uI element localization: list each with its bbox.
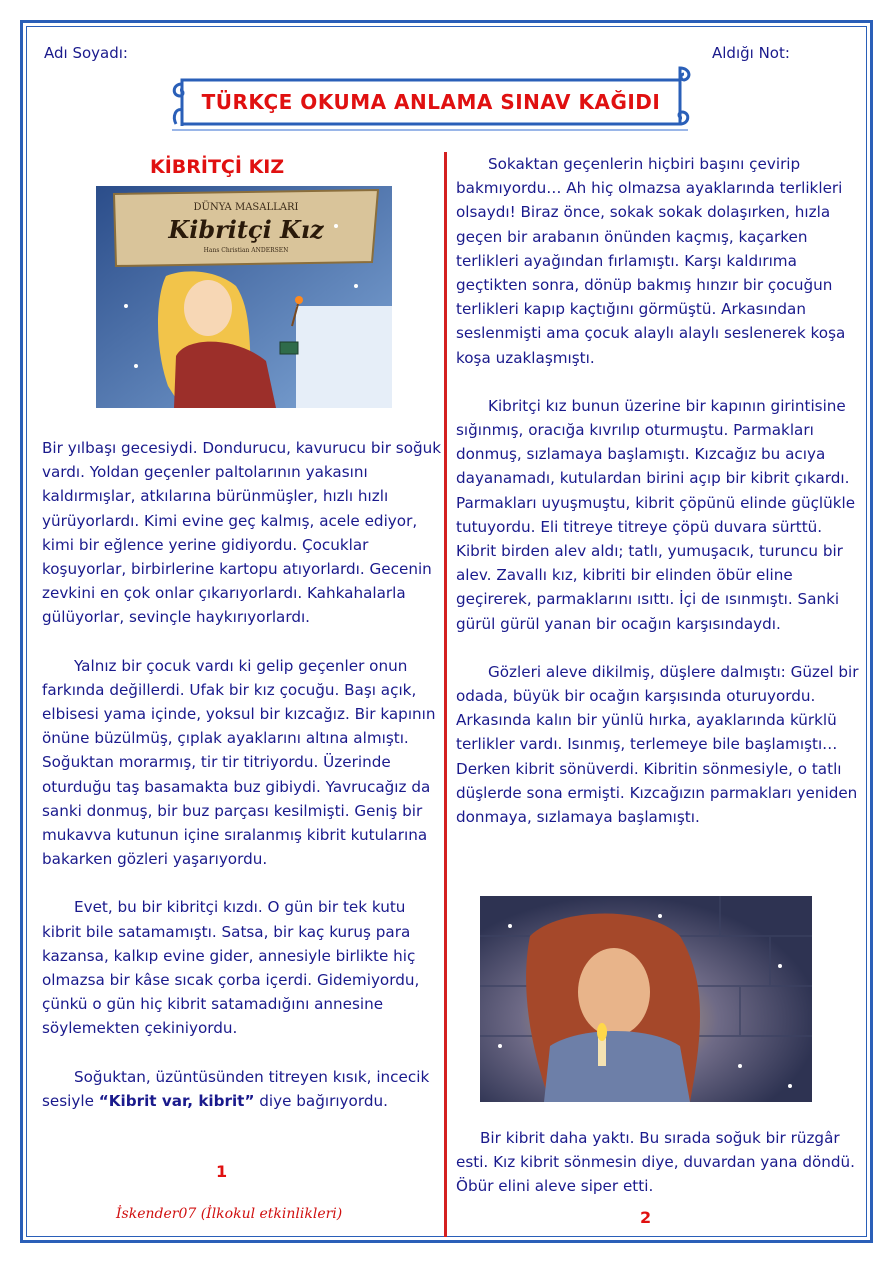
story-paragraph-last xyxy=(42,1065,444,1113)
page-number-right: 2 xyxy=(640,1208,652,1227)
cover-title: Kibritçi Kız xyxy=(168,215,324,244)
right-column-bottom xyxy=(456,1126,860,1199)
girl-candle-image xyxy=(480,896,812,1102)
story-paragraph: Bir kibrit daha yaktı. Bu sırada soğuk bir rüzgâr esti. Kız kibrit sönmesin diye, duvardan yana döndü. Öbür elini aleve siper etti. xyxy=(456,1129,856,1196)
footer-credit: İskender07 (İlkokul etkinlikleri) xyxy=(116,1206,343,1222)
story-title: KİBRİTÇİ KIZ xyxy=(150,156,285,178)
page-number-left: 1 xyxy=(216,1162,228,1181)
book-cover-image xyxy=(96,186,392,408)
story-text: Soğuktan, üzüntüsünden titreyen kısık, incecik sesiyle xyxy=(42,1067,430,1110)
story-quote: “Kibrit var, kibrit” xyxy=(98,1091,255,1110)
story-paragraph: Sokaktan geçenlerin hiçbiri başını çevirip bakmıyordu… Ah hiç olmazsa ayaklarında terlikleri olsaydı! Biraz önce, sokak sokak dolaşırken, hızla geçen bir arabanın önünden kaçmış, kaçarken terlikleri ayağından fırlamıştı. Karşı kaldırıma geçtikten sonra, dönüp bakmış hınzır bir çocuğun terlikleri kapıp kaçtığını görmüştü. Arkasından seslenmişti ama çocuk alaylı alaylı seslenerek koşa koşa uzaklaşmıştı. xyxy=(456,155,846,367)
left-column xyxy=(42,436,444,1113)
column-divider xyxy=(444,152,447,1237)
cover-author: Hans Christian ANDERSEN xyxy=(203,247,289,254)
exam-title: TÜRKÇE OKUMA ANLAMA SINAV KAĞIDI xyxy=(201,90,661,114)
name-label: Adı Soyadı: xyxy=(44,44,128,62)
story-paragraph: Evet, bu bir kibritçi kızdı. O gün bir tek kutu kibrit bile satamamıştı. Satsa, bir kaç kuruş para kazansa, kalkıp evine gider, annesiyle birlikte hiç olmazsa bir kâse sıcak çorba içerdi. Gidemiyordu, çünkü o gün hiç kibrit satamadığını annesine söylemekten çekiniyordu. xyxy=(42,898,420,1038)
cover-series: DÜNYA MASALLARI xyxy=(193,202,299,213)
story-text: diye bağırıyordu. xyxy=(254,1091,388,1110)
story-paragraph: Yalnız bir çocuk vardı ki gelip geçenler onun farkında değillerdi. Ufak bir kız çocuğu. Başı açık, elbisesi yama içinde, yoksul bir kızcağız. Bir kapının önüne büzülmüş, çıplak ayaklarını altına almıştı. Soğuktan morarmış, tir tir titriyordu. Üzerinde oturduğu taş basamakta buz gibiydi. Yavrucağız da sanki donmuş, bir buz parçası kesilmişti. Geniş bir mukavva kutunun içine sıralanmış kibrit kutularına bakarken gözleri yaşarıyordu. xyxy=(42,656,436,869)
right-column xyxy=(456,152,860,829)
grade-label: Aldığı Not: xyxy=(712,44,790,62)
story-paragraph: Kibritçi kız bunun üzerine bir kapının girintisine sığınmış, oracığa kıvrılıp oturmuştu. Parmakları donmuş, sızlamaya başlamıştı. Kızcağız bu acıya dayanamadı, kutulardan birini açıp bir kibrit çıkardı. Parmakları uyuşmuştu, kibrit çöpünü elinde güçlükle tutuyordu. Eli titreye titreye çöpü duvara sürttü. Kibrit birden alev aldı; tatlı, yumuşacık, turuncu bir alev. Zavallı kız, kibriti bir elinden öbür eline geçirerek, parmaklarını ısıttı. İçi de ısınmıştı. Sanki gürül gürül yanan bir ocağın karşısındaydı. xyxy=(456,396,856,633)
story-paragraph: Bir yılbaşı gecesiydi. Dondurucu, kavurucu bir soğuk vardı. Yoldan geçenler paltolarının yakasını kaldırmışlar, atkılarına bürünmüşler, hızlı hızlı yürüyorlardı. Kimi evine geç kalmış, acele ediyor, kimi bir eğlence yerine gidiyordu. Çocuklar koşuyorlar, birbirlerine kartopu atıyorlardı. Gecenin zevkini en çok onlar çıkarıyorlardı. Kahkahalarla gülüyorlar, sevinçle haykırıyorlardı. xyxy=(42,439,442,627)
story-paragraph: Gözleri aleve dikilmiş, düşlere dalmıştı: Güzel bir odada, büyük bir ocağın karşısında oturuyordu. Arkasında kalın bir yünlü hırka, ayaklarında kürklü terlikler vardı. Isınmış, terlemeye bile başlamıştı… Derken kibrit sönüverdi. Kibritin sönmesiyle, o tatlı düşlerde sona ermişti. Kızcağızın parmakları yeniden donmaya, sızlamaya başlamıştı. xyxy=(456,662,859,827)
